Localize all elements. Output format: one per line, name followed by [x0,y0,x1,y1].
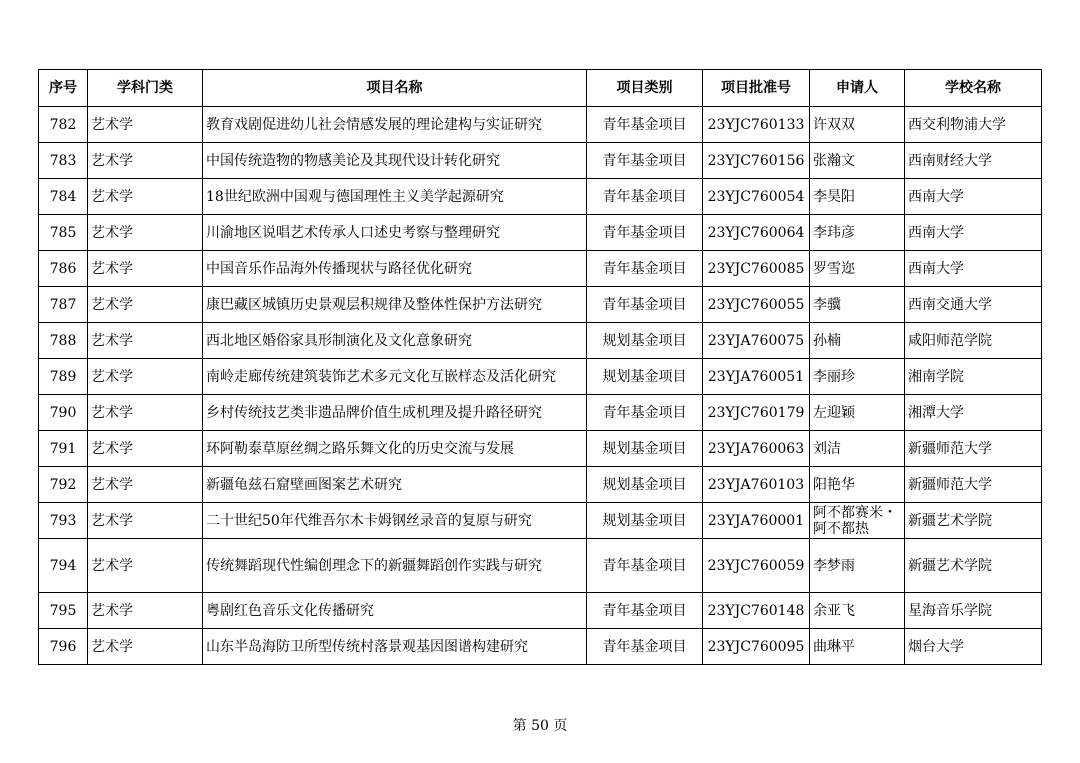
table-row [39,143,1042,179]
cell-approval-number: 23YJA760075 [703,323,810,359]
cell-approval-number: 23YJC760133 [703,107,810,143]
cell-subject: 艺术学 [88,629,203,665]
cell-applicant: 左迎颖 [810,395,905,431]
cell-school: 新疆艺术学院 [905,539,1042,593]
cell-subject: 艺术学 [88,143,203,179]
cell-project-name: 西北地区婚俗家具形制演化及文化意象研究 [203,323,587,359]
cell-idx: 784 [39,179,88,215]
cell-applicant: 李梦雨 [810,539,905,593]
cell-idx: 795 [39,593,88,629]
cell-idx: 791 [39,431,88,467]
cell-project-name: 18世纪欧洲中国观与德国理性主义美学起源研究 [203,179,587,215]
header-applicant: 申请人 [810,70,905,107]
cell-project-name: 粤剧红色音乐文化传播研究 [203,593,587,629]
cell-applicant: 余亚飞 [810,593,905,629]
cell-school: 西南大学 [905,215,1042,251]
page-number: 第 50 页 [512,718,568,734]
cell-subject: 艺术学 [88,395,203,431]
cell-approval-number: 23YJC760054 [703,179,810,215]
cell-project-name: 教育戏剧促进幼儿社会情感发展的理论建构与实证研究 [203,107,587,143]
cell-subject: 艺术学 [88,287,203,323]
cell-subject: 艺术学 [88,323,203,359]
table-header-row [39,70,1042,107]
cell-approval-number: 23YJC760085 [703,251,810,287]
cell-project-name: 乡村传统技艺类非遗品牌价值生成机理及提升路径研究 [203,395,587,431]
cell-category: 规划基金项目 [587,431,703,467]
cell-project-name: 环阿勒泰草原丝绸之路乐舞文化的历史交流与发展 [203,431,587,467]
cell-applicant: 刘洁 [810,431,905,467]
cell-category: 青年基金项目 [587,179,703,215]
project-table [38,69,1042,665]
header-school: 学校名称 [905,70,1042,107]
cell-category: 青年基金项目 [587,539,703,593]
cell-approval-number: 23YJA760051 [703,359,810,395]
cell-project-name: 新疆龟兹石窟壁画图案艺术研究 [203,467,587,503]
cell-applicant: 许双双 [810,107,905,143]
cell-school: 新疆师范大学 [905,431,1042,467]
cell-idx: 796 [39,629,88,665]
cell-project-name: 中国传统造物的物感美论及其现代设计转化研究 [203,143,587,179]
cell-idx: 789 [39,359,88,395]
cell-idx: 794 [39,539,88,593]
table-row [39,251,1042,287]
cell-idx: 793 [39,503,88,539]
cell-category: 青年基金项目 [587,143,703,179]
cell-subject: 艺术学 [88,593,203,629]
cell-school: 湘南学院 [905,359,1042,395]
cell-category: 青年基金项目 [587,629,703,665]
cell-school: 西南财经大学 [905,143,1042,179]
cell-project-name: 川渝地区说唱艺术传承人口述史考察与整理研究 [203,215,587,251]
cell-subject: 艺术学 [88,107,203,143]
cell-applicant: 罗雪迩 [810,251,905,287]
cell-category: 青年基金项目 [587,287,703,323]
cell-idx: 783 [39,143,88,179]
header-idx: 序号 [39,70,88,107]
cell-applicant: 张瀚文 [810,143,905,179]
cell-approval-number: 23YJC760179 [703,395,810,431]
cell-approval-number: 23YJC760064 [703,215,810,251]
cell-category: 规划基金项目 [587,323,703,359]
cell-project-name: 康巴藏区城镇历史景观层积规律及整体性保护方法研究 [203,287,587,323]
cell-school: 西交利物浦大学 [905,107,1042,143]
table-row [39,503,1042,539]
cell-idx: 782 [39,107,88,143]
cell-applicant: 李丽珍 [810,359,905,395]
cell-school: 咸阳师范学院 [905,323,1042,359]
table-row [39,629,1042,665]
cell-approval-number: 23YJA760103 [703,467,810,503]
cell-school: 新疆师范大学 [905,467,1042,503]
table-row [39,395,1042,431]
cell-project-name: 二十世纪50年代维吾尔木卡姆钢丝录音的复原与研究 [203,503,587,539]
cell-school: 西南大学 [905,251,1042,287]
header-number: 项目批准号 [703,70,810,107]
cell-category: 青年基金项目 [587,395,703,431]
cell-approval-number: 23YJA760001 [703,503,810,539]
cell-school: 西南交通大学 [905,287,1042,323]
cell-approval-number: 23YJC760059 [703,539,810,593]
cell-subject: 艺术学 [88,467,203,503]
table-row [39,431,1042,467]
table-row [39,593,1042,629]
cell-school: 星海音乐学院 [905,593,1042,629]
cell-school: 西南大学 [905,179,1042,215]
cell-idx: 786 [39,251,88,287]
cell-category: 规划基金项目 [587,467,703,503]
cell-idx: 787 [39,287,88,323]
cell-category: 青年基金项目 [587,107,703,143]
cell-project-name: 传统舞蹈现代性编创理念下的新疆舞蹈创作实践与研究 [203,539,587,593]
table-row [39,215,1042,251]
table-row [39,107,1042,143]
cell-category: 规划基金项目 [587,359,703,395]
cell-project-name: 中国音乐作品海外传播现状与路径优化研究 [203,251,587,287]
cell-idx: 790 [39,395,88,431]
table-row [39,539,1042,593]
cell-category: 规划基金项目 [587,503,703,539]
header-name: 项目名称 [203,70,587,107]
cell-school: 烟台大学 [905,629,1042,665]
cell-subject: 艺术学 [88,539,203,593]
table-row [39,467,1042,503]
cell-applicant: 李昊阳 [810,179,905,215]
cell-applicant: 李玮彦 [810,215,905,251]
cell-subject: 艺术学 [88,251,203,287]
cell-subject: 艺术学 [88,359,203,395]
cell-approval-number: 23YJC760055 [703,287,810,323]
header-category: 项目类别 [587,70,703,107]
header-subject: 学科门类 [88,70,203,107]
cell-subject: 艺术学 [88,431,203,467]
cell-approval-number: 23YJC760156 [703,143,810,179]
cell-category: 青年基金项目 [587,215,703,251]
table-row [39,323,1042,359]
table-row [39,359,1042,395]
cell-idx: 792 [39,467,88,503]
cell-idx: 785 [39,215,88,251]
cell-idx: 788 [39,323,88,359]
cell-category: 青年基金项目 [587,593,703,629]
cell-approval-number: 23YJA760063 [703,431,810,467]
cell-approval-number: 23YJC760095 [703,629,810,665]
cell-school: 湘潭大学 [905,395,1042,431]
cell-applicant: 李骥 [810,287,905,323]
cell-applicant: 孙楠 [810,323,905,359]
cell-school: 新疆艺术学院 [905,503,1042,539]
cell-project-name: 南岭走廊传统建筑装饰艺术多元文化互嵌样态及活化研究 [203,359,587,395]
cell-subject: 艺术学 [88,503,203,539]
cell-category: 青年基金项目 [587,251,703,287]
table-row [39,287,1042,323]
table-row [39,179,1042,215]
cell-subject: 艺术学 [88,179,203,215]
cell-applicant: 阳艳华 [810,467,905,503]
cell-approval-number: 23YJC760148 [703,593,810,629]
cell-subject: 艺术学 [88,215,203,251]
cell-project-name: 山东半岛海防卫所型传统村落景观基因图谱构建研究 [203,629,587,665]
cell-applicant: 曲琳平 [810,629,905,665]
cell-applicant: 阿不都赛米・阿不都热 [810,503,905,539]
